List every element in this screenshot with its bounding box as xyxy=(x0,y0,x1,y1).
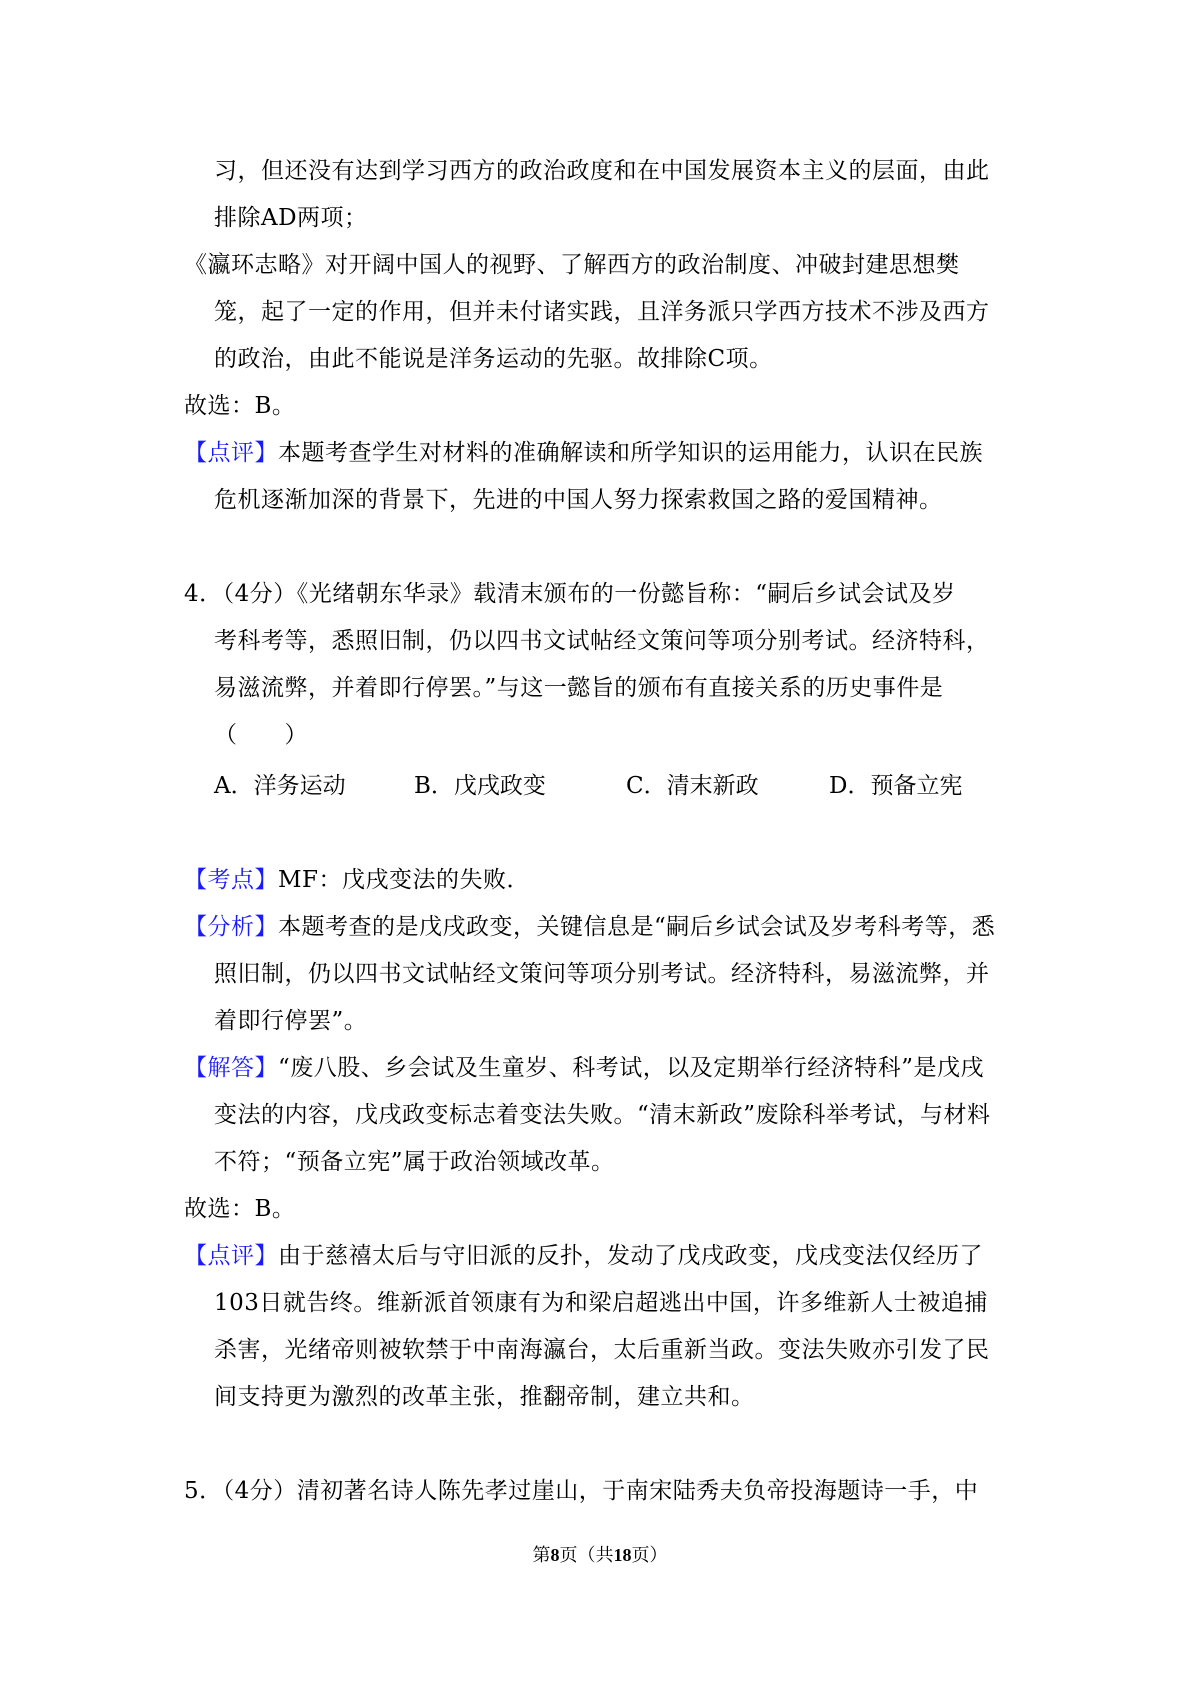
q3-choice: 故选：B。 xyxy=(184,393,296,419)
footer-prefix: 第 xyxy=(532,1545,551,1566)
q3-analysis-line-1: 习，但还没有达到学习西方的政治政度和在中国发展资本主义的层面，由此 xyxy=(214,158,990,184)
q4-stem-line-2: 考科考等，悉照旧制，仍以四书文试帖经文策问等项分别考试。经济特科， xyxy=(214,628,990,654)
comment-tag: 【点评】 xyxy=(184,440,278,466)
q4-stem-line-4: （ ） xyxy=(214,722,308,748)
q3-analysis-line-4: 笼，起了一定的作用，但并未付诸实践，且洋务派只学西方技术不涉及西方 xyxy=(214,299,990,325)
q4-choice: 故选：B。 xyxy=(184,1196,296,1222)
q3-analysis-line-3: 《瀛环志略》对开阔中国人的视野、了解西方的政治制度、冲破封建思想樊 xyxy=(184,252,960,278)
q4-answer-line-2: 变法的内容，戊戌政变标志着变法失败。“清末新政”废除科举考试，与材料 xyxy=(214,1102,991,1128)
q4-point-text: MF：戊戌变法的失败． xyxy=(278,867,531,893)
q4-comment-line-3: 杀害，光绪帝则被软禁于中南海瀛台，太后重新当政。变法失败亦引发了民 xyxy=(214,1337,990,1363)
q4-analysis-text-1: 本题考查的是戊戌政变，关键信息是“嗣后乡试会试及岁考科考等，悉 xyxy=(278,914,996,940)
q4-comment-text-1: 由于慈禧太后与守旧派的反扑，发动了戊戌政变，戊戌变法仅经历了 xyxy=(278,1243,983,1269)
q3-comment-line-1 xyxy=(184,429,983,477)
q4-comment-line-2: 103日就告终。维新派首领康有为和梁启超逃出中国，许多维新人士被追捕 xyxy=(214,1290,988,1316)
q4-option-d: D．预备立宪 xyxy=(829,773,963,799)
q4-comment-line-4: 间支持更为激烈的改革主张，推翻帝制，建立共和。 xyxy=(214,1384,755,1410)
q4-analysis-line-3: 着即行停罢”。 xyxy=(214,1008,368,1034)
q4-stem-line-3: 易滋流弊，并着即行停罢。”与这一懿旨的颁布有直接关系的历史事件是 xyxy=(214,675,944,701)
page-footer xyxy=(0,1541,1200,1570)
q4-point xyxy=(184,856,530,904)
q3-comment-text-1: 本题考查学生对材料的准确解读和所学知识的运用能力，认识在民族 xyxy=(278,440,983,466)
point-tag: 【考点】 xyxy=(184,867,278,893)
q4-answer-text-1: “废八股、乡会试及生童岁、科考试，以及定期举行经济特科”是戊戌 xyxy=(278,1055,985,1081)
q4-answer-line-1 xyxy=(184,1044,984,1092)
answer-tag: 【解答】 xyxy=(184,1055,278,1081)
footer-middle: 页（共 xyxy=(559,1545,614,1566)
footer-page-number: 8 xyxy=(550,1545,560,1565)
footer-suffix: 页） xyxy=(631,1545,668,1566)
q3-analysis-line-2: 排除AD两项； xyxy=(214,205,368,231)
q4-option-a: A．洋务运动 xyxy=(214,773,346,799)
q4-analysis-line-2: 照旧制，仍以四书文试帖经文策问等项分别考试。经济特科，易滋流弊，并 xyxy=(214,961,990,987)
q4-stem-line-1: 4．（4分）《光绪朝东华录》载清末颁布的一份懿旨称：“嗣后乡试会试及岁 xyxy=(184,581,956,607)
q3-analysis-line-5: 的政治，由此不能说是洋务运动的先驱。故排除C项。 xyxy=(214,346,773,372)
q4-analysis-line-1 xyxy=(184,903,995,951)
q4-option-b: B．戊戌政变 xyxy=(414,773,546,799)
q4-comment-line-1 xyxy=(184,1232,983,1280)
q5-stem-line-1: 5．（4分）清初著名诗人陈先孝过崖山，于南宋陆秀夫负帝投海题诗一手，中 xyxy=(184,1478,979,1504)
q4-option-c: C．清末新政 xyxy=(626,773,759,799)
analysis-tag: 【分析】 xyxy=(184,914,278,940)
q4-answer-line-3: 不符；“预备立宪”属于政治领域改革。 xyxy=(214,1149,615,1175)
comment-tag: 【点评】 xyxy=(184,1243,278,1269)
footer-total-pages: 18 xyxy=(613,1545,632,1565)
q3-comment-line-2: 危机逐渐加深的背景下，先进的中国人努力探索救国之路的爱国精神。 xyxy=(214,487,943,513)
